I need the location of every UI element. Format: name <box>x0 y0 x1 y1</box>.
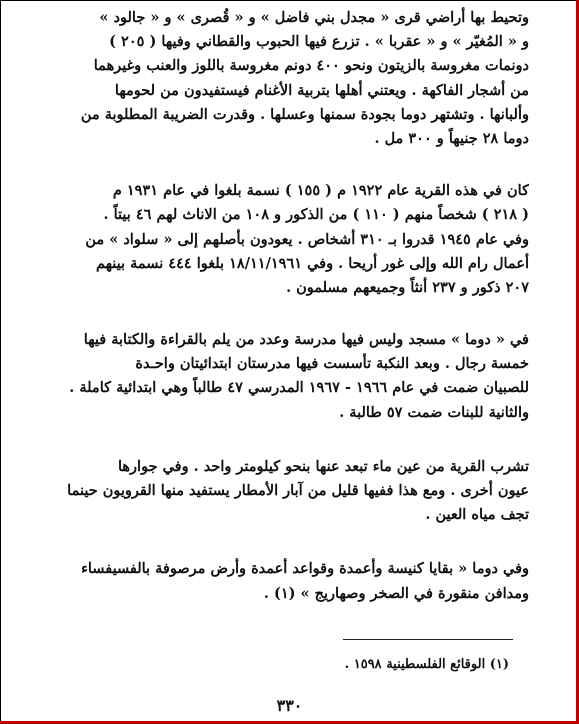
text-line: وفي عام ١٩٤٥ قدروا بـ ٣١٠ أشخاص . يعودون بأصلهم إلى « سلواد » من <box>85 230 529 248</box>
paragraph-gap <box>52 151 529 179</box>
page-number: ٣٣٠ <box>276 696 303 715</box>
text-line: والثانية للبنات ضمت ٥٧ طالبة . <box>339 403 529 421</box>
text-line: للصبيان ضمت في عام ١٩٦٦ - ١٩٦٧ المدرسي ٤٧ طالباً وهي ابتدائية كاملة . <box>69 379 529 397</box>
text-line: وتحيط بها أراضي قرى « مجدل بني فاضل » و « قُصرى » و « جالود » <box>99 9 529 26</box>
text-line: في « دوما » مسجد وليس فيها مدرسة وعدد من يلم بالقراءة والكتابة فيها <box>83 331 529 349</box>
text-line: ٢٠٧ ذكور و ٢٣٧ أنثاً وجميعهم مسلمون . <box>286 278 529 296</box>
footnote: (١) الوقائع الفلسطينية ١٥٩٨ . <box>344 657 509 672</box>
paragraph-antiquities <box>52 557 529 605</box>
text-line: كان في هذه القرية عام ١٩٢٢ م ( ١٥٥ ) نسمة بلغوا في عام ١٩٣١ م <box>112 182 529 200</box>
text-line: خمسة رجال . وبعد النكبة تأسست فيها مدرستان ابتدائيتان واحـدة <box>135 355 529 373</box>
text-line: وألبانها . وتشتهر دوما بجودة سمنها وعسلها . وقدرت الضريبة المطلوبة من <box>80 105 529 123</box>
footnote-divider <box>343 639 513 640</box>
text-line: عيون أخرى . ومع هذا ففيها قليل من آبار الأمطار يستفيد منها القرويون حينما <box>67 482 529 499</box>
page-body <box>52 6 529 606</box>
paragraph-location-agriculture <box>52 6 529 151</box>
text-line: أعمال رام الله وإلى غور أريحا . وفي ١٨/١١/١٩٦١ بلغوا ٤٤٤ نسمة بينهم <box>95 254 529 272</box>
text-line: دونمات مغروسة بالزيتون ونحو ٤٠٠ دونم مغروسة باللوز والعنب وغيرهما <box>93 57 529 75</box>
paragraph-population <box>52 179 529 300</box>
paragraph-gap <box>52 527 529 557</box>
paragraph-water <box>52 455 529 528</box>
text-line: ومدافن منقورة في الصخر وصهاريج » (١) . <box>263 584 529 602</box>
paragraph-gap <box>52 425 529 455</box>
text-line: تشرب القرية من عين ماء تبعد عنها بنحو كيلومتر واحد . وفي جوارها <box>117 457 529 475</box>
text-line: و « المُغيّر » و « عقربا » . تزرع فيها الحبوب والقطاني وفيها ( ٢٠٥ ) <box>109 33 529 51</box>
text-line: من أشجار الفاكهة . ويعتني أهلها بتربية الأغنام فيستفيدون من لحومها <box>114 81 529 99</box>
text-line: دوما ٢٨ جنيهاً و ٣٠٠ مل . <box>374 129 529 147</box>
text-line: وفي دوما « بقايا كنيسة وأعمدة وقواعد أعمدة وأرض مرصوفة بالفسيفساء <box>81 560 529 578</box>
paragraph-education <box>52 328 529 425</box>
paragraph-gap <box>52 300 529 328</box>
text-line: ( ٢١٨ ) شخصاً منهم ( ١١٠ ) من الذكور و ١٠٨ من الاناث لهم ٤٦ بيتاً . <box>103 206 529 224</box>
text-line: تجف مياه العين . <box>425 506 529 524</box>
